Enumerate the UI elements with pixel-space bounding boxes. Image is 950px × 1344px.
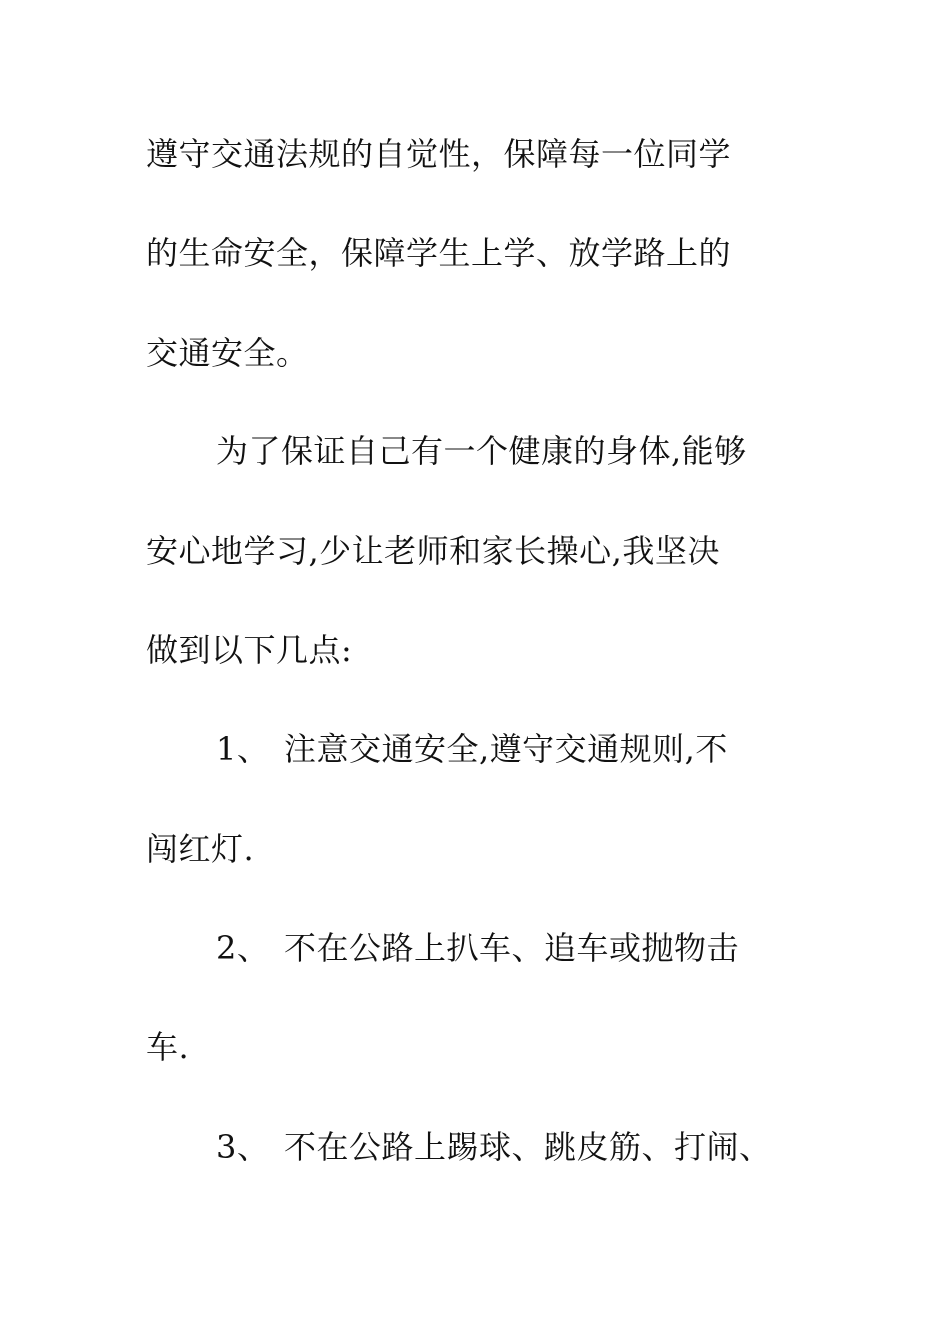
paragraph-line: 闯红灯. xyxy=(146,830,255,868)
list-item-number: 3、 xyxy=(216,1128,270,1166)
paragraph-line: 安心地学习,少让老师和家长操心,我坚决 xyxy=(146,532,720,570)
paragraph-line: 车. xyxy=(146,1028,190,1066)
list-item xyxy=(216,729,728,769)
list-item-text: 不在公路上扒车、追车或抛物击 xyxy=(284,929,740,967)
paragraph-line: 的生命安全，保障学生上学、放学路上的 xyxy=(146,234,732,272)
paragraph-line: 做到以下几点: xyxy=(146,631,353,669)
list-item-number: 1、 xyxy=(216,730,270,768)
list-item-text: 不在公路上踢球、跳皮筋、打闹、 xyxy=(284,1128,772,1166)
paragraph-line: 遵守交通法规的自觉性，保障每一位同学 xyxy=(146,135,732,173)
list-item xyxy=(216,1127,772,1167)
paragraph-line: 为了保证自己有一个健康的身体,能够 xyxy=(216,432,747,470)
list-item-text: 注意交通安全,遵守交通规则,不 xyxy=(284,730,728,768)
list-item xyxy=(216,928,739,968)
list-item-number: 2、 xyxy=(216,929,270,967)
paragraph-line: 交通安全。 xyxy=(146,334,309,372)
